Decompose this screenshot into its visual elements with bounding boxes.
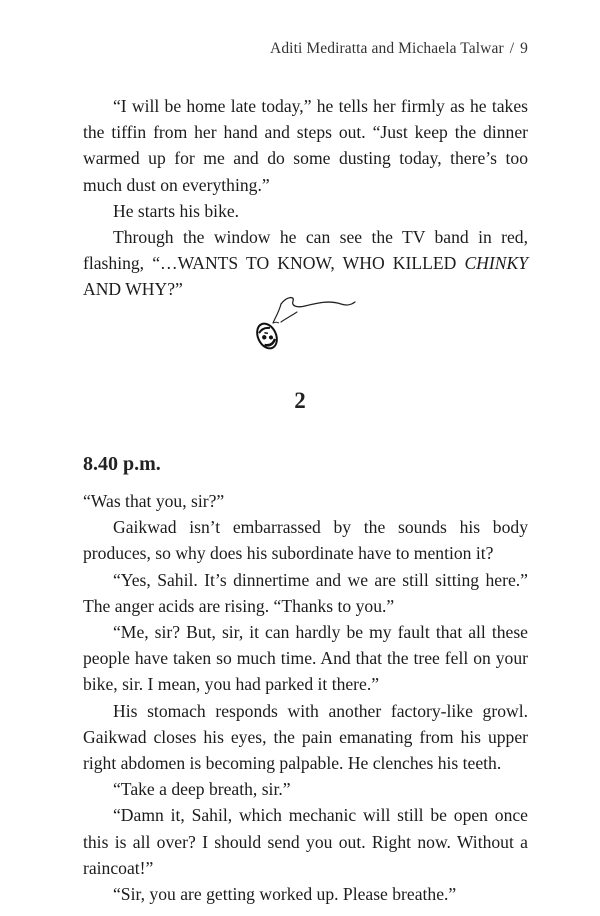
paragraph: “Damn it, Sahil, which mechanic will still be open once this is all over? I should send you out. Right now. Without a raincoat!”	[83, 805, 528, 878]
paragraph: “Sir, you are getting worked up. Please breathe.”	[113, 884, 457, 905]
paragraph: “I will be home late today,” he tells her firmly as he takes the tiffin from her hand and steps out. “Just keep the dinner warmed up for me and do some dusting today, there’s too much dust on everything.”	[83, 96, 528, 195]
page-number: 9	[520, 40, 528, 57]
paragraph	[83, 224, 528, 303]
paragraph: “Was that you, sir?”	[83, 491, 225, 511]
paragraph: He starts his bike.	[113, 200, 240, 221]
top-text-block	[83, 93, 528, 303]
paragraph: Gaikwad isn’t embarrassed by the sounds his body produces, so why does his subordinate have to mention it?	[83, 517, 528, 564]
chapter-number: 2	[294, 388, 306, 413]
paragraph: “Me, sir? But, sir, it can hardly be my fault that all these people have taken so much time. And that the tree fell on your bike, sir. I mean, you had parked it there.”	[83, 622, 528, 695]
bottom-text-block	[83, 488, 528, 907]
paragraph-text: Through the window he can see the TV band in red, flashing, “…WANTS TO KNOW, WHO KILLED	[83, 227, 528, 274]
paragraph-text: AND WHY?”	[83, 279, 183, 300]
pendant-necklace-icon	[245, 292, 360, 354]
paragraph: “Take a deep breath, sir.”	[113, 779, 291, 800]
running-head-separator: /	[509, 40, 515, 57]
italic-name: CHINKY	[464, 253, 528, 274]
paragraph: “Yes, Sahil. It’s dinnertime and we are still sitting here.” The anger acids are rising. “Thanks to you.”	[83, 569, 528, 616]
paragraph: His stomach responds with another factory-like growl. Gaikwad closes his eyes, the pain emanating from his upper right abdomen is becoming palpable. He clenches his teeth.	[83, 700, 528, 774]
running-head-authors: Aditi Mediratta and Michaela Talwar	[270, 40, 504, 57]
running-head	[270, 40, 528, 58]
section-time-heading: 8.40 p.m.	[83, 453, 161, 475]
